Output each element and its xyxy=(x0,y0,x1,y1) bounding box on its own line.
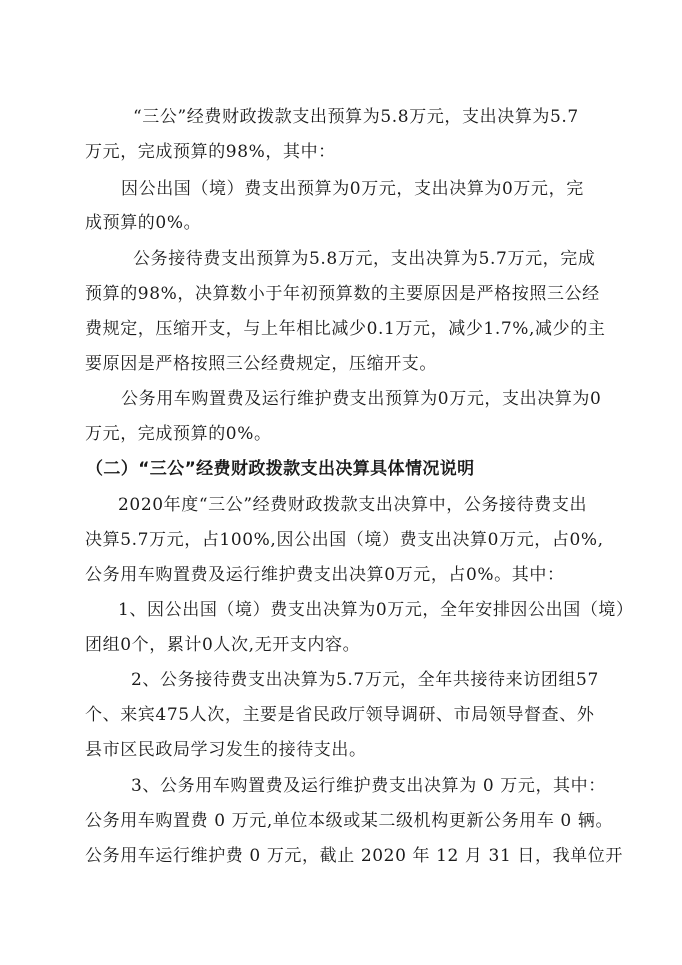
paragraph-line: 公务用车运行维护费 0 万元，截止 2020 年 12 月 31 日，我单位开 xyxy=(85,846,623,866)
paragraph-line: 公务用车购置费 0 万元,单位本级或某二级机构更新公务用车 0 辆。 xyxy=(85,811,614,831)
paragraph-line: 3、公务用车购置费及运行维护费支出决算为 0 万元，其中： xyxy=(131,776,606,796)
paragraph-line: 公务用车购置费及运行维护费支出预算为0万元，支出决算为0 xyxy=(121,389,602,409)
paragraph-line: 2、公务接待费支出决算为5.7万元，全年共接待来访团组57 xyxy=(131,670,599,690)
paragraph-line: 预算的98%，决算数小于年初预算数的主要原因是严格按照三公经 xyxy=(85,284,600,304)
paragraph-line: 公务用车购置费及运行维护费支出决算0万元，占0%。其中： xyxy=(85,565,565,585)
paragraph-line: 因公出国（境）费支出预算为0万元，支出决算为0万元，完 xyxy=(121,179,584,199)
paragraph-line: 1、因公出国（境）费支出决算为0万元，全年安排因公出国（境） xyxy=(118,600,634,620)
paragraph-line: 县市区民政局学习发生的接待支出。 xyxy=(85,740,367,760)
paragraph-line: 决算5.7万元，占100%,因公出国（境）费支出决算0万元，占0%, xyxy=(85,530,604,550)
paragraph-line: 2020年度“三公”经费财政拨款支出决算中，公务接待费支出 xyxy=(118,495,588,515)
paragraph-line: 要原因是严格按照三公经费规定，压缩开支。 xyxy=(85,354,437,374)
paragraph-line: 个、来宾475人次，主要是省民政厅领导调研、市局领导督查、外 xyxy=(85,705,595,725)
paragraph-line: 万元，完成预算的0%。 xyxy=(85,424,272,444)
paragraph-line: 团组0个，累计0人次,无开支内容。 xyxy=(85,635,361,655)
paragraph-line: 费规定，压缩开支，与上年相比减少0.1万元，减少1.7%,减少的主 xyxy=(85,319,606,339)
paragraph-line: 成预算的0%。 xyxy=(85,213,202,233)
paragraph-line: 公务接待费支出预算为5.8万元，支出决算为5.7万元，完成 xyxy=(133,249,596,269)
section-heading: （二）“三公”经费财政拨款支出决算具体情况说明 xyxy=(86,459,475,479)
paragraph-line: 万元，完成预算的98%，其中： xyxy=(85,142,336,162)
paragraph-line: “三公”经费财政拨款支出预算为5.8万元，支出决算为5.7 xyxy=(133,107,579,127)
